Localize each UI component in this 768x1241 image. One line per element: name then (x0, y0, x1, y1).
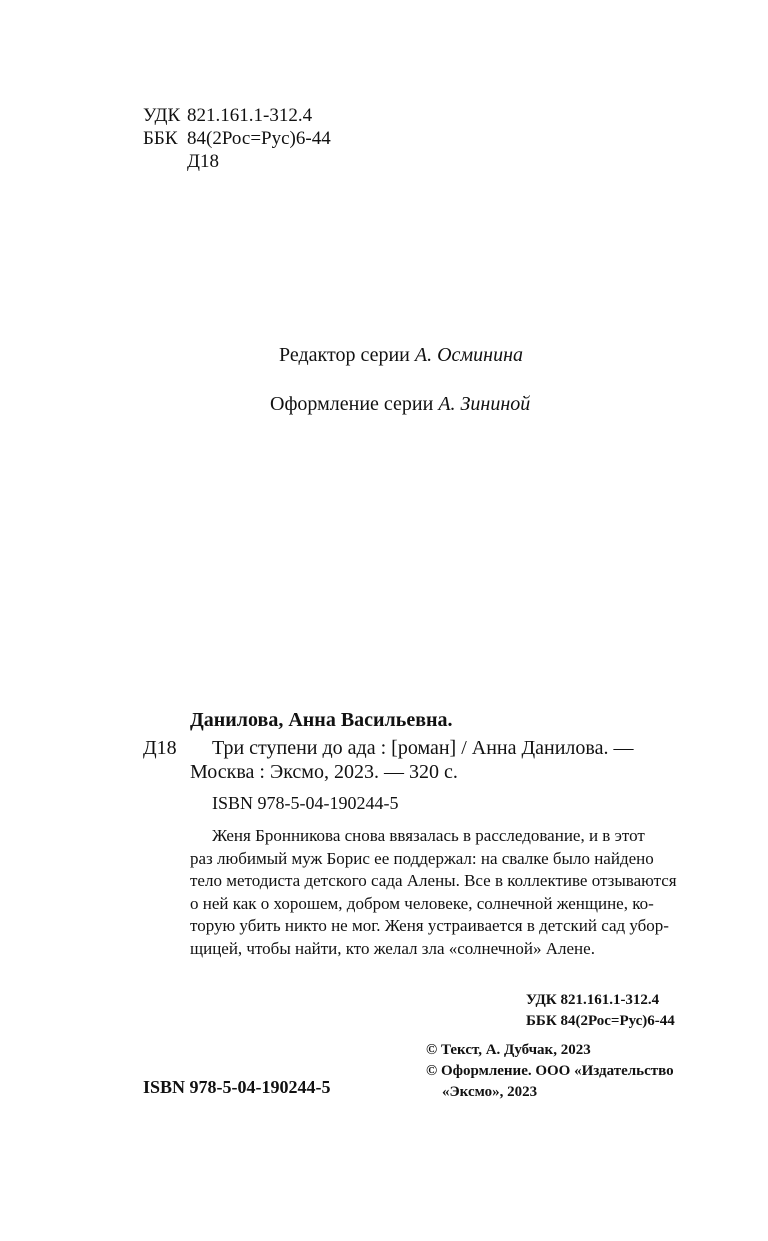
title-line-2: Москва : Эксмо, 2023. — 320 с. (190, 761, 458, 783)
annotation-line: торую убить никто не мог. Женя устраивается в детский сад убор- (190, 916, 669, 935)
series-design-name: А. Зининой (438, 393, 531, 415)
classification-block-top (143, 104, 331, 173)
title-line-1: Три ступени до ада : [роман] / Анна Данилова. — (212, 737, 634, 759)
copyright-design-line-2: «Эксмо», 2023 (442, 1084, 538, 1100)
udk-label: УДК (143, 105, 181, 126)
bbk-bottom: ББК 84(2Рос=Рус)6-44 (526, 1013, 675, 1029)
series-editor-name: А. Осминина (414, 344, 524, 366)
copyright-text: © Текст, А. Дубчак, 2023 (426, 1042, 591, 1058)
udk-value: 821.161.1-312.4 (187, 105, 313, 126)
series-design-credit (270, 393, 530, 416)
annotation (190, 825, 677, 960)
udk-row (143, 104, 331, 127)
bbk-label: ББК (143, 128, 178, 149)
annotation-line: раз любимый муж Борис ее поддержал: на свалке было найдено (190, 848, 654, 868)
author-mark-record: Д18 (143, 737, 177, 759)
author-heading: Данилова, Анна Васильевна. (190, 709, 453, 731)
annotation-line: Женя Бронникова снова ввязалась в расследование, и в этот (212, 826, 645, 845)
series-editor-credit (279, 344, 523, 367)
annotation-line: тело методиста детского сада Алены. Все в коллективе отзываются (190, 871, 677, 890)
bbk-row (143, 127, 331, 150)
classification-block-bottom (526, 990, 675, 1032)
author-mark-row (143, 150, 331, 173)
annotation-line: щицей, чтобы найти, кто желал зла «солнечной» Алене. (190, 938, 595, 958)
bbk-value: 84(2Рос=Рус)6-44 (187, 128, 331, 149)
udk-bottom: УДК 821.161.1-312.4 (526, 992, 660, 1008)
annotation-line: о ней как о хорошем, добром человеке, солнечной женщине, ко- (190, 893, 654, 913)
author-mark-top: Д18 (187, 151, 219, 172)
copyright-design-line-1: © Оформление. ООО «Издательство (426, 1063, 674, 1079)
series-design-role: Оформление серии (270, 393, 439, 415)
series-editor-role: Редактор серии (279, 344, 415, 366)
isbn-record: ISBN 978-5-04-190244-5 (212, 793, 399, 813)
isbn-footer: ISBN 978-5-04-190244-5 (143, 1077, 331, 1097)
copyright-block (426, 1040, 674, 1103)
